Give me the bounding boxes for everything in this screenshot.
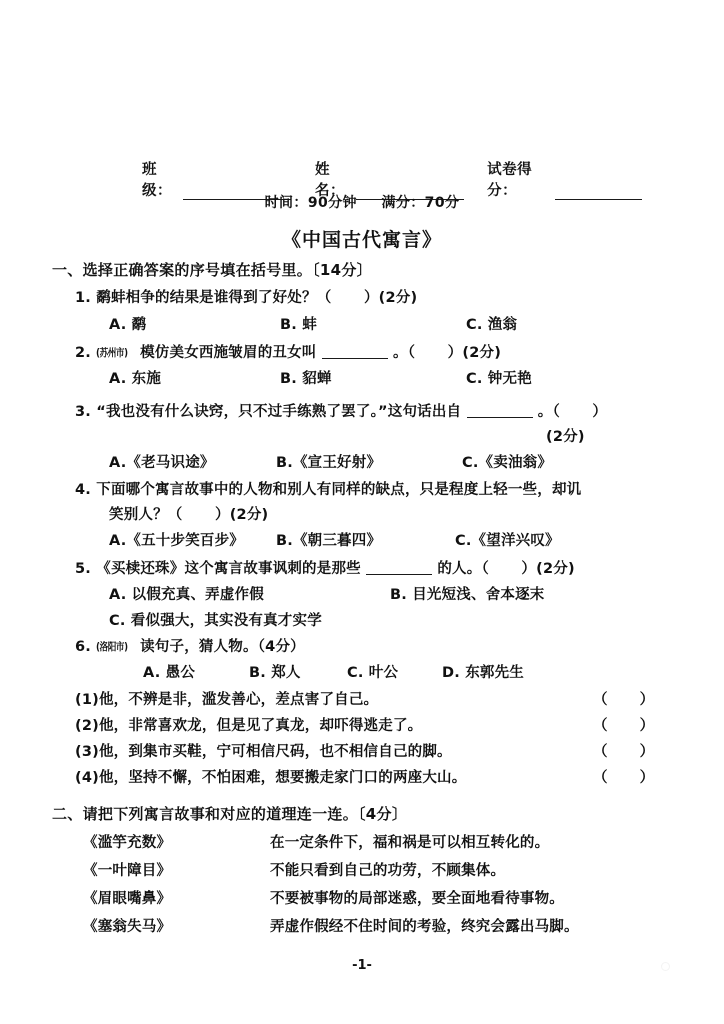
class-label: 班级：	[142, 162, 172, 199]
question-1-option-c[interactable]: C. 渔翁	[466, 317, 518, 333]
question-1-tail: ）(2分)	[363, 290, 418, 306]
match-story-2[interactable]: 《一叶障目》	[83, 863, 172, 879]
question-2-text-post: 。（	[393, 345, 416, 361]
question-3-stem	[75, 404, 607, 421]
question-6-option-c[interactable]: C. 叶公	[347, 665, 399, 681]
question-6-item-1: (1)他，不辨是非，滥发善心，差点害了自己。	[75, 692, 379, 708]
match-story-1[interactable]: 《滥竽充数》	[83, 835, 172, 851]
question-1-option-b[interactable]: B. 蚌	[280, 317, 317, 333]
name-label: 姓名：	[315, 162, 346, 199]
question-3-option-b[interactable]: B.《宣王好射》	[276, 455, 382, 471]
question-3-text-post: 。（	[537, 404, 560, 420]
match-moral-1[interactable]: 在一定条件下，福和祸是可以相互转化的。	[270, 835, 550, 851]
question-3-score: (2分)	[546, 429, 585, 445]
question-2-option-b[interactable]: B. 貂蝉	[280, 371, 332, 387]
question-4-option-b[interactable]: B.《朝三暮四》	[276, 533, 382, 549]
match-moral-4[interactable]: 弄虚作假经不住时间的考验，终究会露出马脚。	[270, 919, 579, 935]
question-4-tail: ）(2分)	[215, 507, 269, 523]
exam-meta-line	[0, 192, 724, 212]
question-5-fill-blank[interactable]	[366, 561, 432, 575]
question-2-text: 模仿美女西施皱眉的丑女叫	[140, 345, 317, 361]
question-2-city-tag: (苏州市)	[96, 347, 128, 359]
section-1-heading: 一、选择正确答案的序号填在括号里。〔14分〕	[52, 261, 372, 279]
question-4-text-2: 笑别人？（	[109, 507, 183, 523]
question-3-number: 3.	[75, 404, 91, 420]
question-6-answer-2[interactable]	[593, 719, 654, 735]
question-5-text: 《买椟还珠》这个寓言故事讽刺的是那些	[96, 561, 361, 577]
question-2-tail: ）(2分)	[447, 345, 502, 361]
match-story-3[interactable]: 《眉眼嘴鼻》	[83, 891, 172, 907]
question-3-text: “我也没有什么诀窍，只不过手练熟了罢了。”这句话出自	[96, 404, 462, 420]
question-6-option-d[interactable]: D. 东郭先生	[442, 665, 524, 681]
question-6-stem	[75, 640, 305, 656]
question-6-option-a[interactable]: A. 愚公	[143, 665, 196, 681]
question-4-option-c[interactable]: C.《望洋兴叹》	[455, 533, 560, 549]
right-paren: ）	[639, 770, 655, 786]
time-info: 时间：90分钟	[264, 195, 357, 211]
question-6-answer-1[interactable]	[593, 693, 654, 709]
total-score-info: 满分：70分	[381, 195, 460, 211]
right-paren: ）	[639, 744, 655, 760]
question-6-city-tag: (洛阳市)	[96, 641, 128, 653]
section-2-heading: 二、请把下列寓言故事和对应的道理连一连。〔4分〕	[52, 805, 408, 823]
question-5-option-b[interactable]: B. 目光短浅、舍本逐末	[390, 587, 545, 603]
question-4-stem-line2	[109, 508, 268, 524]
question-6-text: 读句子，猜人物。（4分）	[140, 639, 305, 655]
question-6-number: 6.	[75, 639, 91, 655]
score-label: 试卷得分：	[487, 162, 533, 199]
question-4-stem-line1	[75, 483, 581, 499]
page-number: -1-	[352, 958, 372, 973]
question-3-tail: ）	[592, 404, 608, 420]
page-title: 《中国古代寓言》	[281, 229, 442, 251]
question-3-fill-blank[interactable]	[467, 404, 533, 418]
question-3-option-c[interactable]: C.《卖油翁》	[462, 455, 553, 471]
match-story-4[interactable]: 《塞翁失马》	[83, 919, 172, 935]
question-6-answer-4[interactable]	[593, 771, 654, 787]
right-paren: ）	[639, 692, 655, 708]
right-paren: ）	[639, 718, 655, 734]
question-5-option-c[interactable]: C. 看似强大，其实没有真才实学	[109, 613, 322, 629]
question-2-stem	[75, 345, 501, 362]
question-2-fill-blank[interactable]	[322, 345, 388, 359]
question-5-option-a[interactable]: A. 以假充真、弄虚作假	[109, 587, 264, 603]
question-2-option-c[interactable]: C. 钟无艳	[466, 371, 532, 387]
question-4-text-1: 下面哪个寓言故事中的人物和别人有同样的缺点，只是程度上轻一些，却讥	[96, 482, 582, 498]
question-1-option-a[interactable]: A. 鹬	[109, 317, 147, 333]
question-5-tail: ）(2分)	[521, 561, 575, 577]
question-6-item-3: (3)他，到集市买鞋，宁可相信尺码，也不相信自己的脚。	[75, 744, 452, 760]
question-1-text: 鹬蚌相争的结果是谁得到了好处？（	[96, 290, 332, 306]
left-paren: （	[593, 770, 608, 786]
question-6-option-b[interactable]: B. 郑人	[249, 665, 301, 681]
question-1-number: 1.	[75, 290, 91, 306]
question-1-stem	[75, 291, 417, 307]
left-paren: （	[593, 692, 608, 708]
question-2-number: 2.	[75, 345, 91, 361]
question-4-number: 4.	[75, 482, 91, 498]
left-paren: （	[593, 718, 608, 734]
question-6-answer-3[interactable]	[593, 745, 654, 761]
question-3-option-a[interactable]: A.《老马识途》	[109, 455, 215, 471]
match-moral-3[interactable]: 不要被事物的局部迷惑，要全面地看待事物。	[270, 891, 564, 907]
question-4-option-a[interactable]: A.《五十步笑百步》	[109, 533, 244, 549]
question-5-stem	[75, 561, 575, 578]
question-6-item-2: (2)他，非常喜欢龙，但是见了真龙，却吓得逃走了。	[75, 718, 423, 734]
question-5-text-post: 的人。（	[437, 561, 489, 577]
question-6-item-4: (4)他，坚持不懈，不怕困难，想要搬走家门口的两座大山。	[75, 770, 467, 786]
left-paren: （	[593, 744, 608, 760]
question-5-number: 5.	[75, 561, 91, 577]
question-2-option-a[interactable]: A. 东施	[109, 371, 162, 387]
match-moral-2[interactable]: 不能只看到自己的功劳，不顾集体。	[270, 863, 506, 879]
scan-artifact-speck	[661, 962, 670, 971]
